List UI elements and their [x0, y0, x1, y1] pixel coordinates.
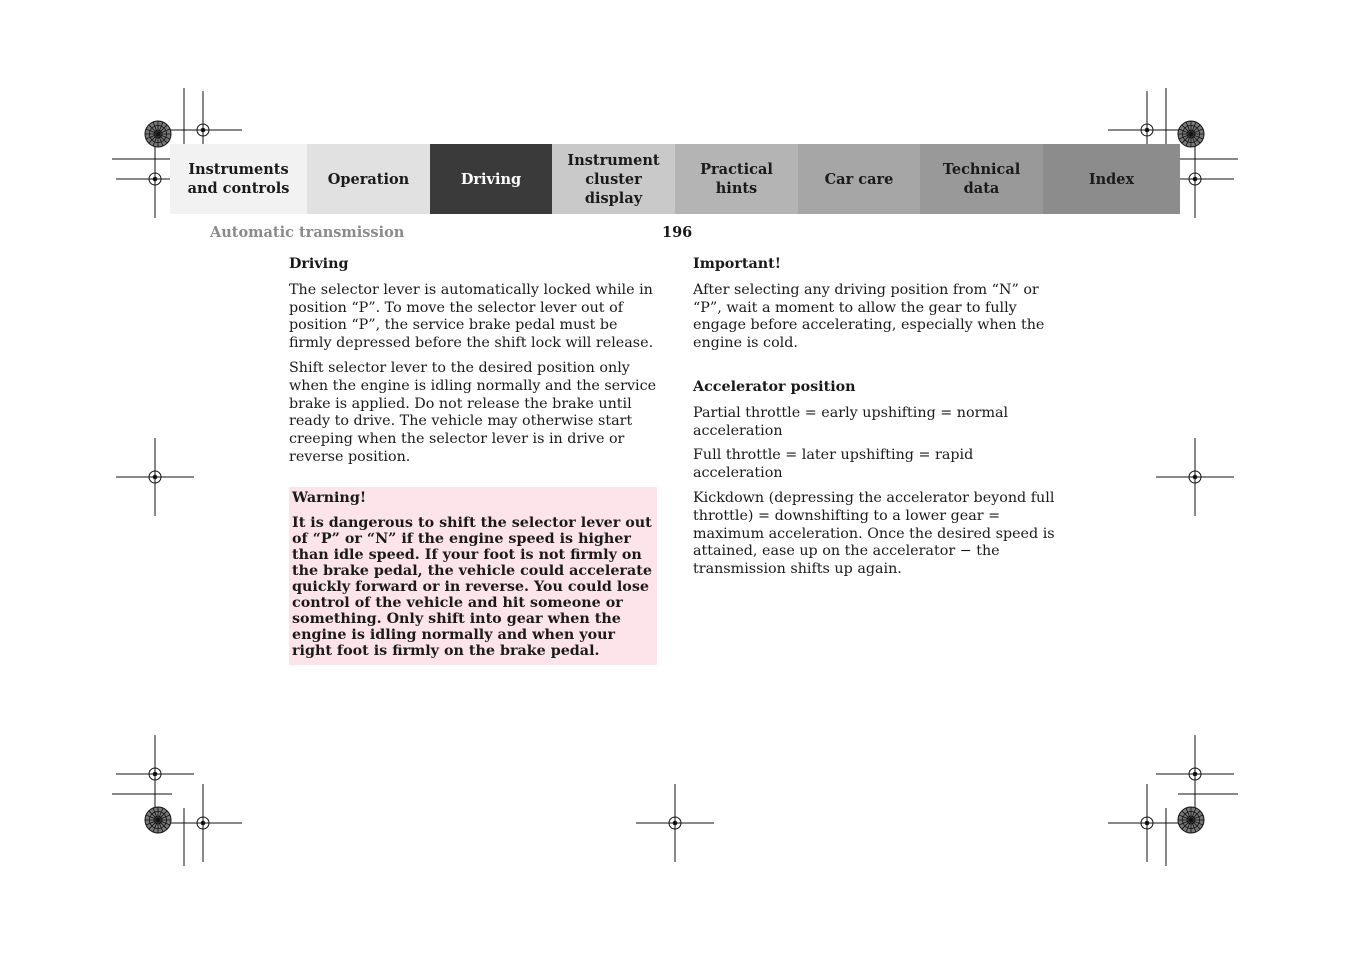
paragraph: The selector lever is automatically locked while in position “P”. To move the selector lever out of position “P”, the service brake pedal must be firmly depressed before the shift lock will release. — [289, 281, 654, 352]
tab-instrument-cluster-display[interactable]: Instrument cluster display — [552, 144, 675, 214]
tab-instruments-and-controls[interactable]: Instruments and controls — [170, 144, 307, 214]
page-number: 196 — [662, 224, 693, 241]
right-column — [693, 256, 1065, 586]
tab-driving[interactable]: Driving — [430, 144, 552, 214]
important-heading: Important! — [693, 256, 782, 272]
tab-technical-data[interactable]: Technical data — [920, 144, 1043, 214]
accelerator-item: Kickdown (depressing the accelerator beyond full throttle) = downshifting to a lower gear = maximum acceleration. Once the desired speed is attained, ease up on the accelerator − the transmission shifts up again. — [693, 489, 1055, 578]
section-heading-driving: Driving — [289, 256, 349, 272]
tab-index[interactable]: Index — [1043, 144, 1180, 214]
accelerator-item: Partial throttle = early upshifting = normal acceleration — [693, 404, 1009, 439]
running-head: Automatic transmission — [210, 224, 405, 241]
warning-text: It is dangerous to shift the selector lever out of “P” or “N” if the engine speed is higher than idle speed. If your foot is not firmly on the brake pedal, the vehicle could accelerate quickly forward or in reverse. You could lose control of the vehicle and hit someone or something. Only shift into gear when the engine is idling normally and when your right foot is firmly on the brake pedal. — [292, 514, 652, 659]
accelerator-heading: Accelerator position — [693, 378, 856, 395]
tab-car-care[interactable]: Car care — [798, 144, 920, 214]
accelerator-item: Full throttle = later upshifting = rapid acceleration — [693, 447, 974, 482]
warning-title: Warning! — [292, 489, 367, 506]
important-text: After selecting any driving position from “N” or “P”, wait a moment to allow the gear to fully engage before accelerating, especially when the engine is cold. — [693, 281, 1045, 352]
paragraph: Shift selector lever to the desired position only when the engine is idling normally and the service brake is applied. Do not release the brake until ready to drive. The vehicle may otherwise start creeping when the selector lever is in drive or reverse position. — [289, 359, 657, 465]
section-nav — [170, 144, 1180, 214]
tab-practical-hints[interactable]: Practical hints — [675, 144, 798, 214]
left-column — [289, 256, 657, 665]
warning-box — [289, 487, 657, 665]
tab-operation[interactable]: Operation — [307, 144, 430, 214]
